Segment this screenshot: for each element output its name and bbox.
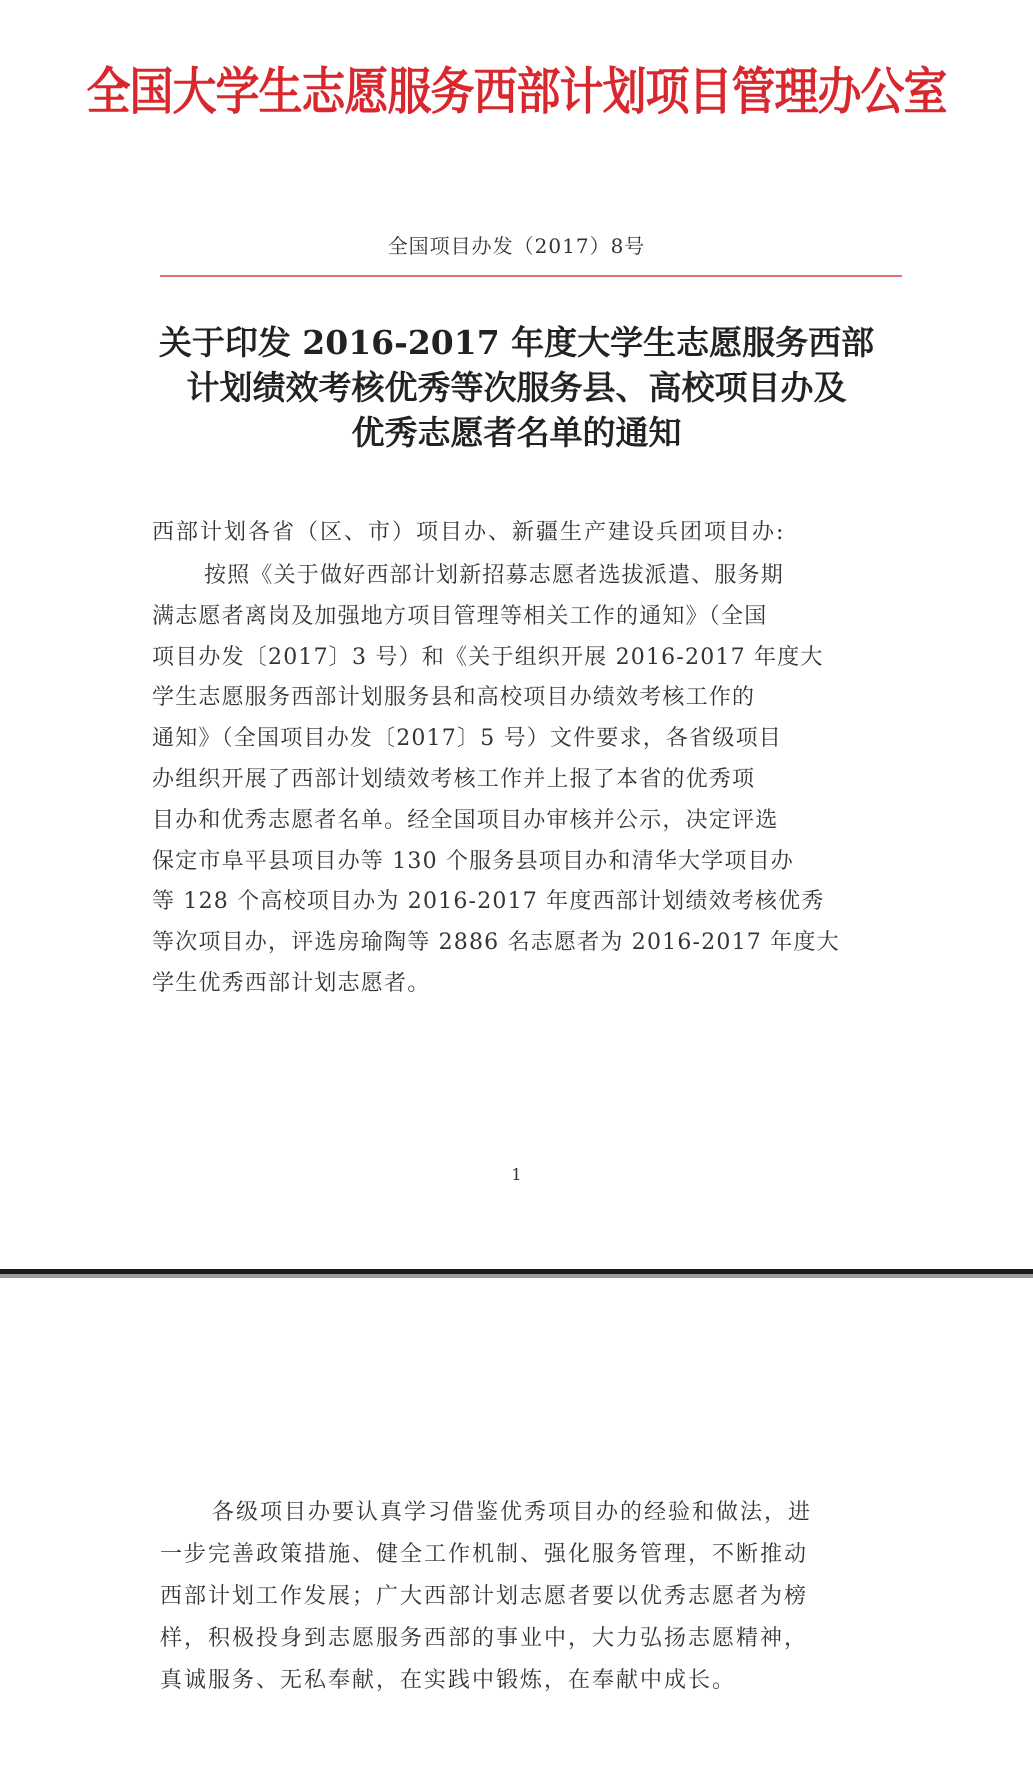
paragraph-line: 一步完善政策措施、健全工作机制、强化服务管理，不断推动: [160, 1542, 809, 1567]
addressee-line: 西部计划各省（区、市）项目办、新疆生产建设兵团项目办:: [152, 520, 786, 545]
paragraph-line: 目办和优秀志愿者名单。经全国项目办审核并公示，决定评选: [152, 807, 779, 833]
title-line: 关于印发 2016-2017 年度大学生志愿服务西部: [158, 323, 875, 362]
body-paragraph-2: [160, 1492, 884, 1702]
page-separator: [0, 1262, 1033, 1282]
paragraph-line: 样，积极投身到志愿服务西部的事业中，大力弘扬志愿精神，: [160, 1626, 809, 1651]
separator-gray-bar: [0, 1274, 1033, 1278]
paragraph-line: 各级项目办要认真学习借鉴优秀项目办的经验和做法，进: [212, 1500, 813, 1525]
document-title: [120, 320, 913, 455]
paragraph-line: 等 128 个高校项目办为 2016-2017 年度西部计划绩效考核优秀: [152, 889, 825, 915]
title-line: 计划绩效考核优秀等次服务县、高校项目办及: [186, 368, 847, 407]
paragraph-line: 办组织开展了西部计划绩效考核工作并上报了本省的优秀项: [152, 766, 756, 792]
paragraph-line: 保定市阜平县项目办等 130 个服务县项目办和清华大学项目办: [152, 848, 794, 874]
paragraph-line: 满志愿者离岗及加强地方项目管理等相关工作的通知》（全国: [152, 603, 768, 629]
paragraph-line: 学生志愿服务西部计划服务县和高校项目办绩效考核工作的: [152, 685, 756, 711]
page-number: 1: [511, 1165, 522, 1184]
paragraph-line: 学生优秀西部计划志愿者。: [152, 970, 431, 996]
document-number: 全国项目办发（2017）8号: [387, 234, 646, 258]
body-paragraph-1: [152, 556, 876, 1005]
red-divider-line: [160, 275, 902, 277]
paragraph-line: 等次项目办，评选房瑜陶等 2886 名志愿者为 2016-2017 年度大: [152, 930, 840, 956]
issuing-organization-header: 全国大学生志愿服务西部计划项目管理办公室: [86, 62, 947, 122]
paragraph-line: 项目办发〔2017〕3 号）和《关于组织开展 2016-2017 年度大: [152, 644, 824, 670]
paragraph-line: 通知》（全国项目办发〔2017〕5 号）文件要求，各省级项目: [152, 726, 782, 752]
paragraph-line: 按照《关于做好西部计划新招募志愿者选拔派遣、服务期: [204, 563, 785, 588]
paragraph-line: 真诚服务、无私奉献，在实践中锻炼，在奉献中成长。: [160, 1668, 737, 1693]
title-line: 优秀志愿者名单的通知: [351, 413, 682, 452]
paragraph-line: 西部计划工作发展；广大西部计划志愿者要以优秀志愿者为榜: [160, 1584, 809, 1609]
